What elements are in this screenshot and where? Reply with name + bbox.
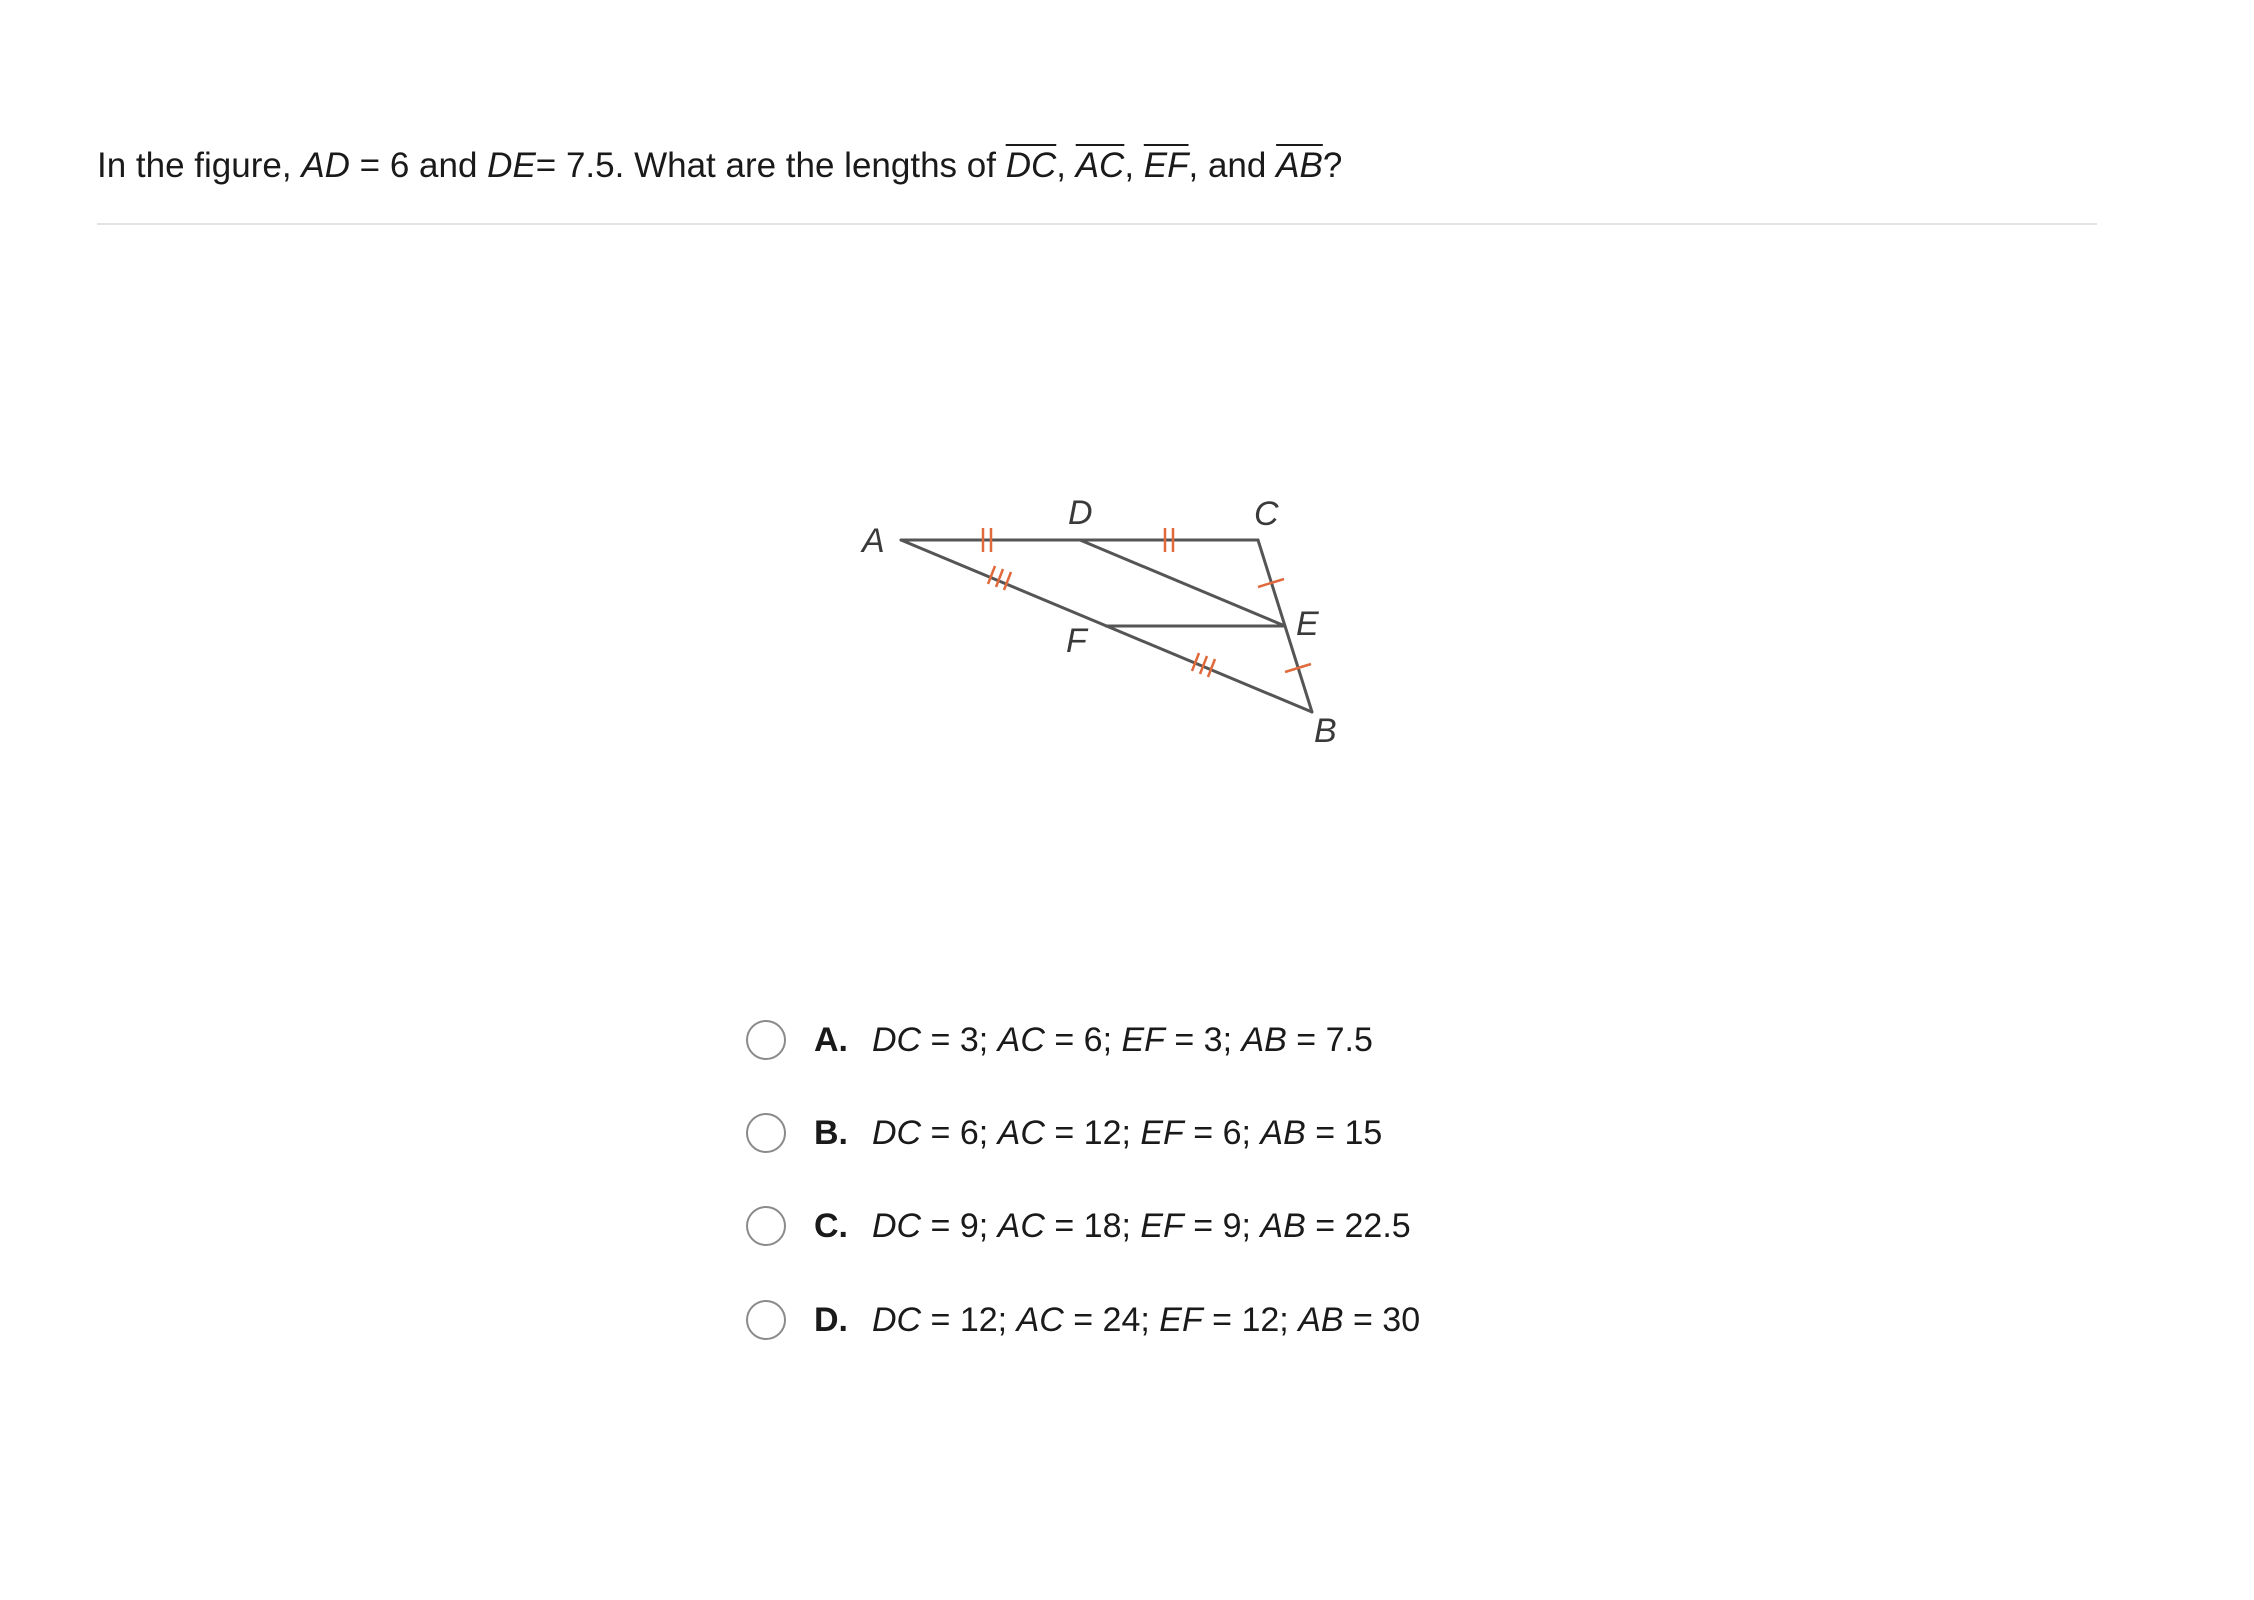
- choice-text: DC = 12; AC = 24; EF = 12; AB = 30: [872, 1300, 1421, 1339]
- label-d: D: [1068, 494, 1093, 532]
- triangle-figure: [840, 480, 1360, 760]
- segment-ab: $\overline{AB}$: [1276, 146, 1323, 185]
- radio-button[interactable]: [746, 1113, 786, 1153]
- choice-text: DC = 3; AC = 6; EF = 3; AB = 7.5: [872, 1020, 1373, 1059]
- label-f: F: [1066, 622, 1087, 660]
- tick-af-3: [1004, 572, 1011, 590]
- divider: [97, 223, 2097, 225]
- tick-af-2: [996, 569, 1003, 587]
- label-a: A: [862, 522, 885, 560]
- label-c: C: [1254, 495, 1279, 533]
- segment-ef: $\overline{EF}$: [1143, 146, 1189, 185]
- choice-text: DC = 9; AC = 18; EF = 9; AB = 22.5: [872, 1206, 1411, 1245]
- radio-button[interactable]: [746, 1300, 786, 1340]
- label-e: E: [1296, 605, 1319, 643]
- choice-text: DC = 6; AC = 12; EF = 6; AB = 15: [872, 1113, 1383, 1152]
- segment-dc: $\overline{DC}$: [1005, 146, 1057, 185]
- radio-button[interactable]: [746, 1206, 786, 1246]
- choice-a[interactable]: A. DC = 3; AC = 6; EF = 3; AB = 7.5: [746, 1010, 1646, 1070]
- choice-d[interactable]: D. DC = 12; AC = 24; EF = 12; AB = 30: [746, 1290, 1646, 1350]
- segment-ac: $\overline{AC}$: [1075, 146, 1125, 185]
- tick-af-1: [988, 566, 995, 584]
- label-b: B: [1314, 712, 1337, 750]
- choice-b[interactable]: B. DC = 6; AC = 12; EF = 6; AB = 15: [746, 1103, 1646, 1163]
- radio-button[interactable]: [746, 1020, 786, 1060]
- line-de: [1080, 540, 1285, 626]
- question-stem: In the figure, AD = 6 and DE= 7.5. What are the lengths of $\overline{DC}$, $\overline{AC}$, $\overline{EF}$, and $\overline{AB}$?: [97, 146, 1343, 185]
- choice-c[interactable]: C. DC = 9; AC = 18; EF = 9; AB = 22.5: [746, 1196, 1646, 1256]
